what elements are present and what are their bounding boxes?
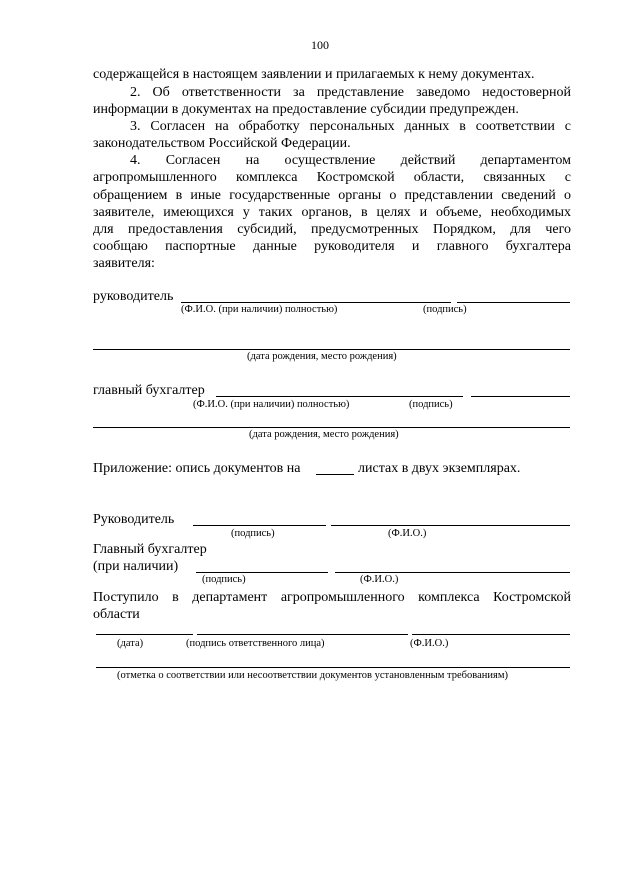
accountant-label: главный бухгалтер	[93, 383, 205, 398]
paragraph-2-line-2: информации в документах на предоставление субсидии предупрежден.	[93, 102, 519, 117]
signature-head-sign-line	[193, 525, 326, 526]
signature-head-sign-caption: (подпись)	[231, 528, 275, 539]
head-fio-line	[181, 302, 451, 303]
signature-accountant-sign-line	[196, 572, 328, 573]
head-sign-caption: (подпись)	[423, 304, 467, 315]
paragraph-2-line-1: 2. Об ответственности за представление заведомо недостоверной	[130, 85, 571, 100]
head-sign-line	[457, 302, 570, 303]
received-fio-line	[412, 634, 570, 635]
received-responsible-caption: (подпись ответственного лица)	[186, 638, 325, 649]
paragraph-4-line-1: 4. Согласен на осуществление действий департаментом	[130, 153, 571, 168]
paragraph-4-line-6: сообщаю паспортные данные руководителя и главного бухгалтера	[93, 239, 571, 254]
received-responsible-line	[197, 634, 408, 635]
accountant-birth-caption: (дата рождения, место рождения)	[249, 429, 399, 440]
received-line-1: Поступило в департамент агропромышленного комплекса Костромской	[93, 590, 571, 605]
head-birth-caption: (дата рождения, место рождения)	[247, 351, 397, 362]
paragraph-3-line-2: законодательством Российской Федерации.	[93, 136, 351, 151]
signature-head-label: Руководитель	[93, 512, 175, 527]
paragraph-4-line-5: для предоставления субсидий, предусмотренных Порядком, для чего	[93, 222, 571, 237]
signature-accountant-label-line-1: Главный бухгалтер	[93, 542, 207, 557]
paragraph-1-continuation: содержащейся в настоящем заявлении и прилагаемых к нему документах.	[93, 67, 535, 82]
signature-head-fio-line	[331, 525, 570, 526]
head-label: руководитель	[93, 289, 174, 304]
accountant-birth-line	[93, 427, 570, 428]
received-date-caption: (дата)	[117, 638, 144, 649]
accountant-sign-line	[471, 396, 570, 397]
accountant-fio-caption: (Ф.И.О. (при наличии) полностью)	[193, 399, 350, 410]
signature-accountant-fio-caption: (Ф.И.О.)	[360, 574, 399, 585]
head-fio-caption: (Ф.И.О. (при наличии) полностью)	[181, 304, 338, 315]
received-compliance-caption: (отметка о соответствии или несоответствии документов установленным требованиям)	[117, 670, 508, 681]
paragraph-4-line-2: агропромышленного комплекса Костромской области, связанных с	[93, 170, 571, 185]
paragraph-4-line-7: заявителя:	[93, 256, 155, 271]
paragraph-4-line-4: заявителе, имеющихся у таких органов, в целях и объеме, необходимых	[93, 205, 571, 220]
signature-head-fio-caption: (Ф.И.О.)	[388, 528, 427, 539]
paragraph-3-line-1: 3. Согласен на обработку персональных данных в соответствии с	[130, 119, 571, 134]
accountant-fio-line	[216, 396, 463, 397]
attachment-sheets-blank	[316, 474, 354, 475]
accountant-sign-caption: (подпись)	[409, 399, 453, 410]
signature-accountant-sign-caption: (подпись)	[202, 574, 246, 585]
page-number: 100	[311, 38, 329, 52]
received-line-2: области	[93, 607, 140, 622]
received-fio-caption: (Ф.И.О.)	[410, 638, 449, 649]
received-compliance-line	[96, 667, 570, 668]
paragraph-4-line-3: обращением в иные государственные органы о представлении сведений о	[93, 188, 571, 203]
signature-accountant-fio-line	[335, 572, 570, 573]
received-date-line	[96, 634, 193, 635]
head-birth-line	[93, 349, 570, 350]
attachment-text-after: листах в двух экземплярах.	[358, 461, 521, 476]
signature-accountant-label-line-2: (при наличии)	[93, 559, 179, 574]
attachment-text-before: Приложение: опись документов на	[93, 461, 301, 476]
